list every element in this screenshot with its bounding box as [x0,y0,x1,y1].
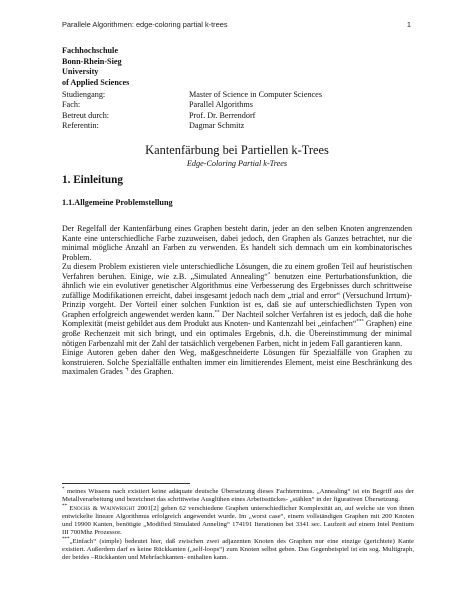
metadata-value: Prof. Dr. Berrendorf [189,110,256,120]
text-run: Zu diesem Problem existieren viele unterschiedliche Lösungen, die zu einem großen Teil auf heuristischen Verfahren beruhen. Einige, wie z.B. „Simulated Annealing“ [62,262,412,281]
footnote-ref: ** [214,310,220,316]
institution-block [62,46,129,88]
footnote-authors: Enochs & Wainwright [69,504,136,512]
document-subtitle: Edge-Coloring Partial k-Trees [186,159,288,168]
metadata-value: Master of Science in Computer Sciences [189,90,323,99]
paragraph: Der Regelfall der Kantenfärbung eines Graphen besteht darin, jeder an den selben Knoten angrenzenden Kante eine unterschiedliche Farbe zuzuweisen, dabei jedoch, den Graphen als Ganzes betrachtet, nur die minimal mögliche Anzahl an Farben zu verwenden. Es handelt sich demnach um ein kombinatorisches Problem. [62,224,412,262]
footnote [62,488,414,504]
institution-line: Bonn-Rhein-Sieg [62,56,122,66]
body-text [62,224,412,377]
footnote-mark: ** [62,503,67,509]
degree-symbol: ⌝ [124,367,129,377]
paragraph [62,262,412,348]
footnote-mark: * [62,486,65,492]
footnote-text: „Einfach“ (simple) bedeutet hier, daß zwischen zwei adjazenten Knoten des Graphen nur eine einzige (gerichtete) Kante existiert. Außerdem darf es keine Rückkanten („self-loops“) zum Knoten selbst geben. Das Gegenbeispiel ist ein sog. Multigraph, der beides –Rückkanten und Mehrfachkanten- enthalten kann. [62,537,414,561]
footnote-divider [62,483,190,484]
metadata-value: Parallel Algorithms [189,100,253,110]
footnote [62,538,414,562]
metadata-row [62,121,362,131]
running-header [62,20,411,32]
metadata-key: Betreut durch: [62,110,110,120]
footnote-ref: * [267,272,271,278]
metadata-key: Referentin: [62,120,99,130]
running-title: Parallele Algorithmen: edge-coloring partial k-trees [62,20,228,29]
metadata-row [62,111,362,121]
footnote-text: meines Wissens nach existiert keine adäquate deutsche Übersetzung dieses Fachterminus. „Annealing“ ist ein Begriff aus der Metallverarbeitung und bezeichnet das schrittweise Ausglühen eines Arbeitsstückes- „stählen“ in der figurativen Übersetzung. [62,488,414,503]
subsection-heading: 1.1.Allgemeine Problemstellung [62,198,173,207]
metadata-value: Dagmar Schmitz [189,120,245,130]
paragraph [62,348,412,377]
page-number: 1 [406,20,411,29]
text-run: Einige Autoren geben daher den Weg, maßgeschneiderte Lösungen für Spezialfälle von Graphen zu konstruieren. Solche Spezialfälle enthalten immer ein limitierendes Element, meist eine Beschränkung des maximalen Grades [62,348,412,377]
institution-line: of Applied Sciences [62,77,130,87]
metadata-block [62,90,362,131]
footnotes [62,488,414,563]
document-title: Kantenfärbung bei Partiellen k-Trees [145,143,329,157]
text-run: Der Nachteil solcher Verfahren ist es jedoch, daß die hohe Komplexität (meist gebildet aus dem Produkt aus Knoten- und Kantenzahl bei „einfachen“ [62,309,412,329]
footnote-mark: *** [62,536,70,542]
text-run: Graphen) eine große Rechenzeit mit sich bringt, und ein optimales Ergebnis, d.h. die Übereinstimmung der minimal nötigen Farbenzahl mit der Zahl der tatsächlich vergebenen Farben, nicht in jedem Fall garantieren kann. [62,319,412,348]
institution-line: University [62,67,99,76]
text-run: benutzen eine Perturbationsfunktion, die ähnlich wie ein evolutiver genetischer Algorithmus eine Verbesserung des Ergebnisses durch schrittweise zufällige Modifikationen erreicht, dabei insgesamt jedoch nach dem „trial and error“ (Versuchund Irrtum)-Prinzip vorgeht. Der Vorteil einer solchen Funktion ist es, daß sie auf unterschiedlichsten Typen von Graphen erfolgreich angewendet werden kann. [62,271,412,319]
text-run: des Graphen. [128,367,174,377]
metadata-row [62,90,362,100]
footnote [62,505,414,537]
footnote-ref: *** [356,319,364,325]
section-heading: 1. Einleitung [62,174,123,186]
footnote-text: 2001[2] geben 62 verschiedene Graphen unterschiedlicher Komplexität an, auf welche sie von ihnen entwickelte lineare Algorithmus erfolgreich angewendet wurde. Im „worst case“, einem vollständigen Graphen mit 200 Knoten und 19900 Kanten, benötigte „Modified Simulated Anneling“ 174191 Iterationen bei 3341 sec. Laufzeit auf einem Intel Pentium III 700Mhz Prozessor. [62,504,415,536]
metadata-row [62,100,362,110]
metadata-key: Fach: [62,100,81,110]
metadata-key: Studiengang: [62,90,106,99]
institution-line: Fachhochschule [62,46,118,55]
